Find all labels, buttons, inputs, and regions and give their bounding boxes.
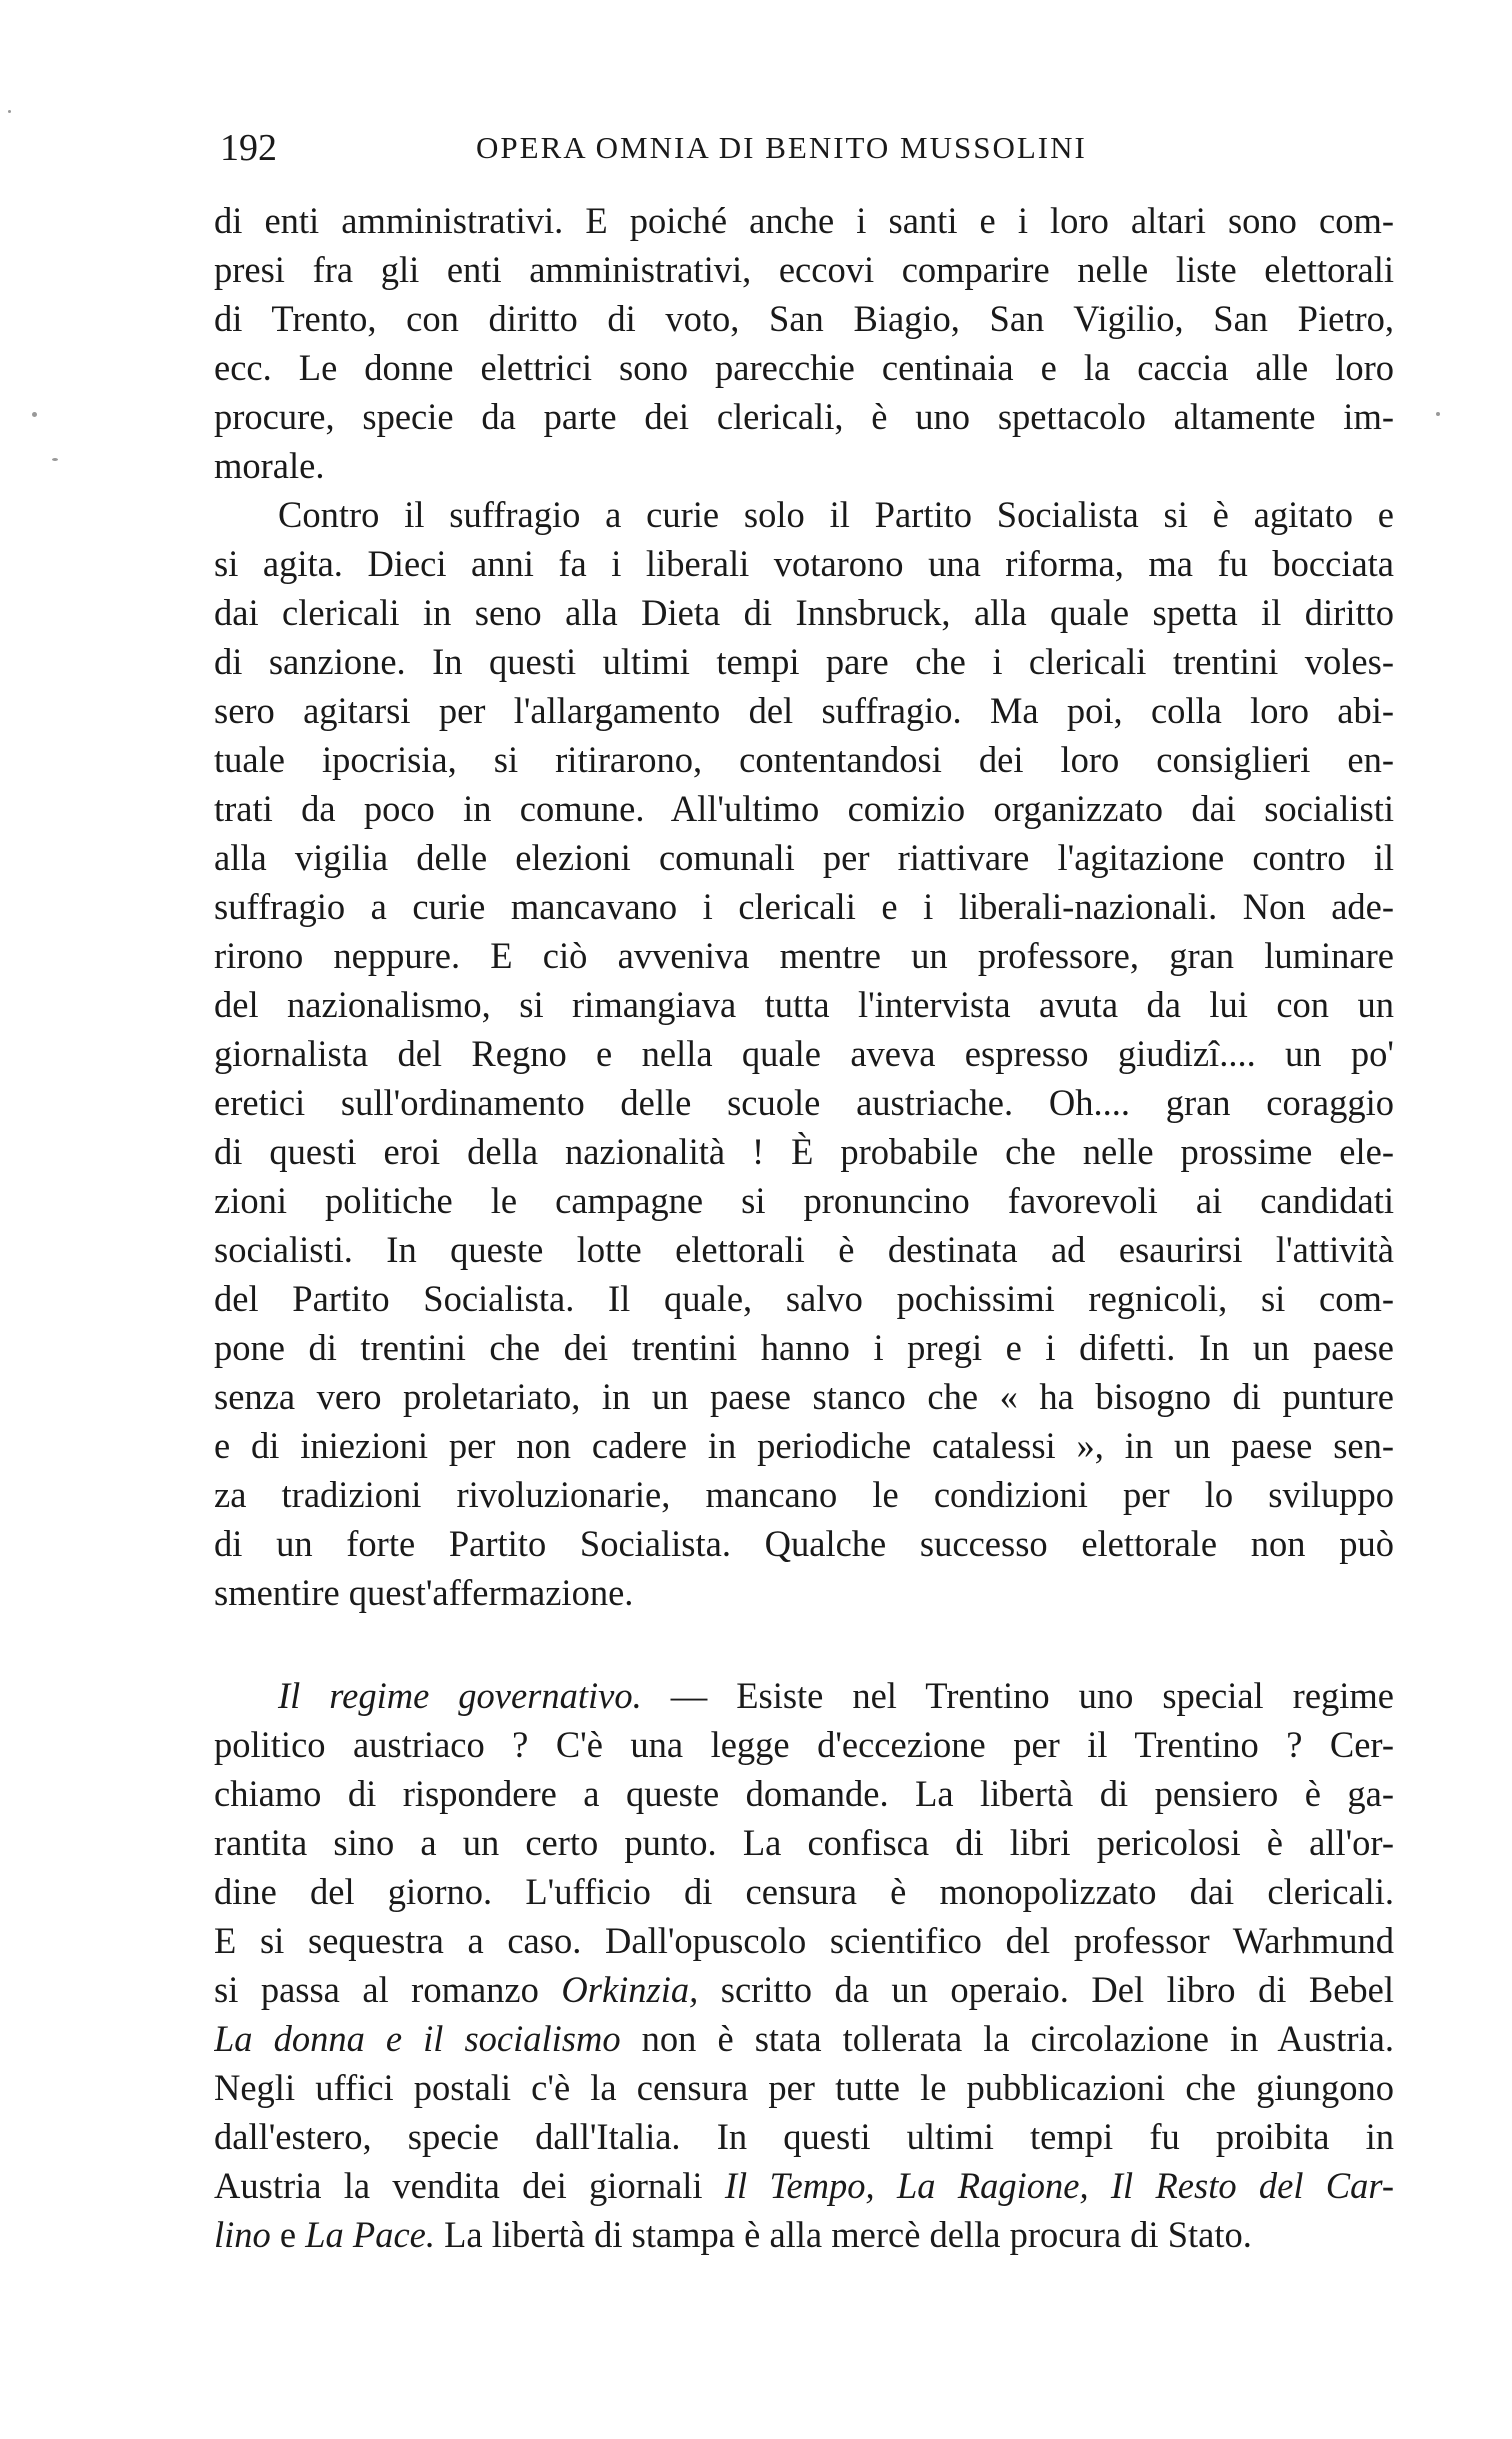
text-line (214, 1671, 1394, 1720)
text-line: di sanzione. In questi ultimi tempi pare che i clericali trentini voles- (214, 641, 1394, 682)
text-line: e di iniezioni per non cadere in periodiche catalessi », in un paese sen- (214, 1425, 1394, 1466)
newspaper-title: lino (214, 2214, 271, 2255)
text-line: sero agitarsi per l'allargamento del suffragio. Ma poi, colla loro abi- (214, 690, 1394, 731)
running-title: OPERA OMNIA DI BENITO MUSSOLINI (476, 130, 1087, 165)
text-run: scritto da un operaio. Del libro di Bebel (720, 1969, 1394, 2010)
text-line: di un forte Partito Socialista. Qualche successo elettorale non può (214, 1523, 1394, 1564)
text-line: del nazionalismo, si rimangiava tutta l'intervista avuta da lui con un (214, 984, 1394, 1025)
text-line: ecc. Le donne elettrici sono parecchie centinaia e la caccia alle loro (214, 347, 1394, 388)
text-run: Esiste nel Trentino uno special regime (736, 1675, 1394, 1716)
text-line (214, 2014, 1394, 2063)
text-line: morale. (214, 445, 325, 486)
newspaper-title: La Pace. (305, 2214, 435, 2255)
text-line: giornalista del Regno e nella quale aveva espresso giudizî.... un po' (214, 1033, 1394, 1074)
text-line: di questi eroi della nazionalità ! È probabile che nelle prossime ele- (214, 1131, 1394, 1172)
text-run: Austria la vendita dei giornali (214, 2165, 703, 2206)
text-run: non è stata tollerata la circolazione in Austria. (641, 2018, 1394, 2059)
newspaper-title: Il Resto del Car- (1110, 2165, 1394, 2206)
text-line: eretici sull'ordinamento delle scuole austriache. Oh.... gran coraggio (214, 1082, 1394, 1123)
scan-speck (52, 458, 58, 461)
book-title: Orkinzia, (561, 1969, 699, 2010)
text-line: tuale ipocrisia, si ritirarono, contentandosi dei loro consiglieri en- (214, 739, 1394, 780)
text-line: politico austriaco ? C'è una legge d'eccezione per il Trentino ? Cer- (214, 1724, 1394, 1765)
text-line: rirono neppure. E ciò avveniva mentre un professore, gran luminare (214, 935, 1394, 976)
paragraph-1 (214, 196, 1394, 490)
text-line: di enti amministrativi. E poiché anche i santi e i loro altari sono com- (214, 200, 1394, 241)
paragraph-2 (214, 490, 1394, 1617)
text-run: si passa al romanzo (214, 1969, 539, 2010)
text-line: dai clericali in seno alla Dieta di Innsbruck, alla quale spetta il diritto (214, 592, 1394, 633)
running-head (214, 118, 1394, 178)
text-line: zioni politiche le campagne si pronuncino favorevoli ai candidati (214, 1180, 1394, 1221)
newspaper-title: La Ragione, (896, 2165, 1089, 2206)
text-line (214, 1965, 1394, 2014)
text-line: pone di trentini che dei trentini hanno i pregi e i difetti. In un paese (214, 1327, 1394, 1368)
text-line: E si sequestra a caso. Dall'opuscolo scientifico del professor Warhmund (214, 1920, 1394, 1961)
section-heading: Il regime governativo. (278, 1675, 642, 1716)
text-line: procure, specie da parte dei clericali, è uno spettacolo altamente im- (214, 396, 1394, 437)
em-dash: — (670, 1675, 708, 1716)
text-line: rantita sino a un certo punto. La confisca di libri pericolosi è all'or- (214, 1822, 1394, 1863)
text-line: dall'estero, specie dall'Italia. In questi ultimi tempi fu proibita in (214, 2116, 1394, 2157)
text-line: socialisti. In queste lotte elettorali è destinata ad esaurirsi l'attività (214, 1229, 1394, 1270)
text-line: senza vero proletariato, in un paese stanco che « ha bisogno di punture (214, 1376, 1394, 1417)
text-line: Negli uffici postali c'è la censura per tutte le pubblicazioni che giungono (214, 2067, 1394, 2108)
book-title: La donna e il socialismo (214, 2018, 621, 2059)
scan-speck (1436, 412, 1440, 416)
body-text (214, 196, 1394, 2259)
text-run: La libertà di stampa è alla mercè della procura di Stato. (444, 2214, 1252, 2255)
text-line: Contro il suffragio a curie solo il Partito Socialista si è agitato e (278, 494, 1394, 535)
text-line: chiamo di rispondere a queste domande. La libertà di pensiero è ga- (214, 1773, 1394, 1814)
text-line: trati da poco in comune. All'ultimo comizio organizzato dai socialisti (214, 788, 1394, 829)
newspaper-title: Il Tempo, (724, 2165, 875, 2206)
text-line: presi fra gli enti amministrativi, eccovi comparire nelle liste elettorali (214, 249, 1394, 290)
section-gap (214, 1617, 1394, 1671)
page-number: 192 (220, 127, 277, 169)
text-run: e (279, 2214, 297, 2255)
text-line (214, 2161, 1394, 2210)
text-line: smentire quest'affermazione. (214, 1572, 634, 1613)
scan-speck (8, 110, 11, 113)
text-line: si agita. Dieci anni fa i liberali votarono una riforma, ma fu bocciata (214, 543, 1394, 584)
text-line: suffragio a curie mancavano i clericali e i liberali-nazionali. Non ade- (214, 886, 1394, 927)
text-line: za tradizioni rivoluzionarie, mancano le condizioni per lo sviluppo (214, 1474, 1394, 1515)
text-line: dine del giorno. L'ufficio di censura è monopolizzato dai clericali. (214, 1871, 1394, 1912)
scan-speck (32, 412, 37, 417)
text-line: di Trento, con diritto di voto, San Biagio, San Vigilio, San Pietro, (214, 298, 1394, 339)
text-line (214, 2210, 1394, 2259)
text-line: alla vigilia delle elezioni comunali per riattivare l'agitazione contro il (214, 837, 1394, 878)
paragraph-3 (214, 1671, 1394, 2259)
text-line: del Partito Socialista. Il quale, salvo pochissimi regnicoli, si com- (214, 1278, 1394, 1319)
